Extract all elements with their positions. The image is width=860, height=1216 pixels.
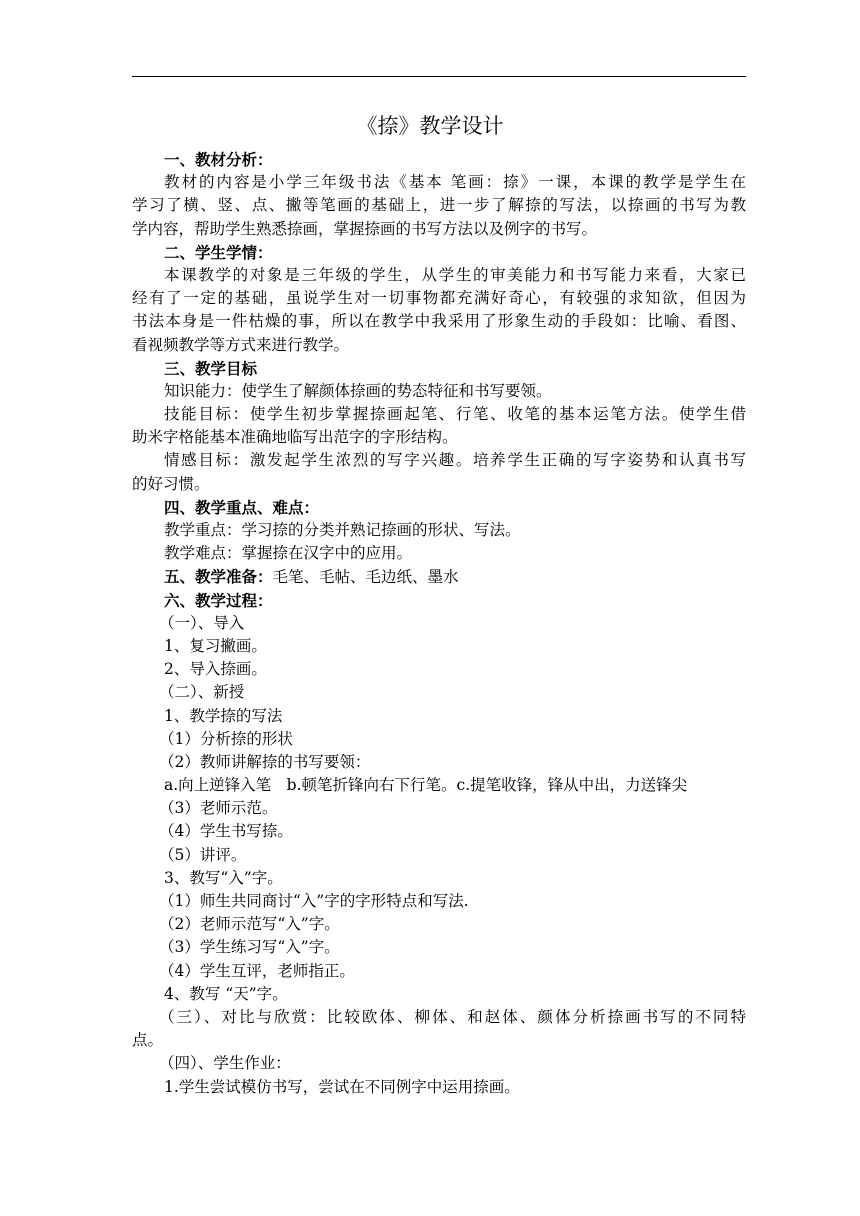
- section-heading: 一、教材分析：: [164, 150, 273, 169]
- process-step: （3）学生练习写“入”字。: [159, 938, 340, 957]
- paragraph-line: 学习了横、竖、点、撇等笔画的基础上，进一步了解捺的写法，以捺画的书写为教: [132, 196, 746, 215]
- process-step: 1.学生尝试模仿书写，尝试在不同例字中运用捺画。: [164, 1077, 520, 1096]
- paragraph-line: 教学重点：学习捺的分类并熟记捺画的形状、写法。: [164, 521, 521, 539]
- section-line: [132, 565, 746, 588]
- process-step: （5）讲评。: [159, 845, 247, 864]
- paragraph-line: 助米字格能基本准确地临写出范字的字形结构。: [132, 428, 458, 447]
- paragraph-line: 教材的内容是小学三年级书法《基本 笔画：捺》一课，本课的教学是学生在: [164, 173, 746, 192]
- process-step: （一）、导入: [159, 613, 245, 632]
- process-step: 1、教学捺的写法: [164, 706, 283, 725]
- paragraph-line: 的好习惯。: [132, 474, 210, 493]
- process-step: （4）学生互评，老师指正。: [159, 961, 355, 980]
- section-text: 毛笔、毛帖、毛边纸、墨水: [272, 568, 459, 587]
- process-step: （1）师生共同商讨“入”字的字形特点和写法.: [159, 892, 469, 910]
- paragraph-line: 知识能力：使学生了解颜体捺画的势态特征和书写要领。: [164, 381, 552, 400]
- process-step: （2）老师示范写“入”字。: [159, 915, 340, 934]
- process-step: 1、复习撇画。: [164, 636, 267, 655]
- section-heading: 六、教学过程：: [164, 590, 273, 610]
- section-heading: 四、教学重点、难点：: [164, 497, 320, 517]
- paragraph-line: 本课教学的对象是三年级的学生，从学生的审美能力和书写能力来看，大家已: [164, 265, 746, 284]
- paragraph-line: 技能目标：使学生初步掌握捺画起笔、行笔、收笔的基本运笔方法。使学生借: [164, 405, 746, 424]
- process-step: 2、导入捺画。: [164, 660, 267, 679]
- paragraph-line: 看视频教学等方式来进行教学。: [132, 335, 350, 354]
- section-heading: 二、学生学情：: [164, 242, 273, 262]
- process-step: （二）、新授: [159, 683, 245, 702]
- section-heading: 三、教学目标: [164, 358, 258, 378]
- paragraph-line: 教学难点：掌握捺在汉字中的应用。: [164, 544, 413, 563]
- process-step: a.向上逆锋入笔 b.顿笔折锋向右下行笔。c.提笔收锋，锋从中出，力送锋尖: [164, 776, 688, 795]
- paragraph-line: 情感目标：激发起学生浓烈的写字兴趣。培养学生正确的写字姿势和认真书写: [164, 451, 746, 470]
- process-step: （三）、对比与欣赏：比较欧体、柳体、和赵体、颜体分析捺画书写的不同特: [159, 1007, 746, 1026]
- process-step: 3、教写“入”字。: [164, 868, 283, 887]
- process-step: 点。: [132, 1031, 164, 1050]
- process-step: （3）老师示范。: [159, 799, 278, 818]
- paragraph-line: 书法本身是一件枯燥的事，所以在教学中我采用了形象生动的手段如：比喻、看图、: [132, 312, 746, 331]
- document-body: [132, 148, 746, 1099]
- section-heading: 五、教学准备：: [164, 567, 273, 587]
- header-rule: [132, 76, 746, 77]
- process-step: （2）教师讲解捺的书写要领：: [159, 752, 371, 771]
- process-step: 4、教写 “天”字。: [164, 984, 288, 1003]
- process-step: （4）学生书写捺。: [159, 822, 293, 841]
- process-step: （1）分析捺的形状: [159, 729, 293, 748]
- paragraph-line: 学内容，帮助学生熟悉捺画，掌握捺画的书写方法以及例字的书写。: [132, 219, 598, 238]
- paragraph-line: 经有了一定的基础，虽说学生对一切事物都充满好奇心，有较强的求知欲，但因为: [132, 289, 746, 308]
- document-title: 《捺》教学设计: [356, 114, 504, 138]
- process-step: （四）、学生作业：: [159, 1054, 291, 1073]
